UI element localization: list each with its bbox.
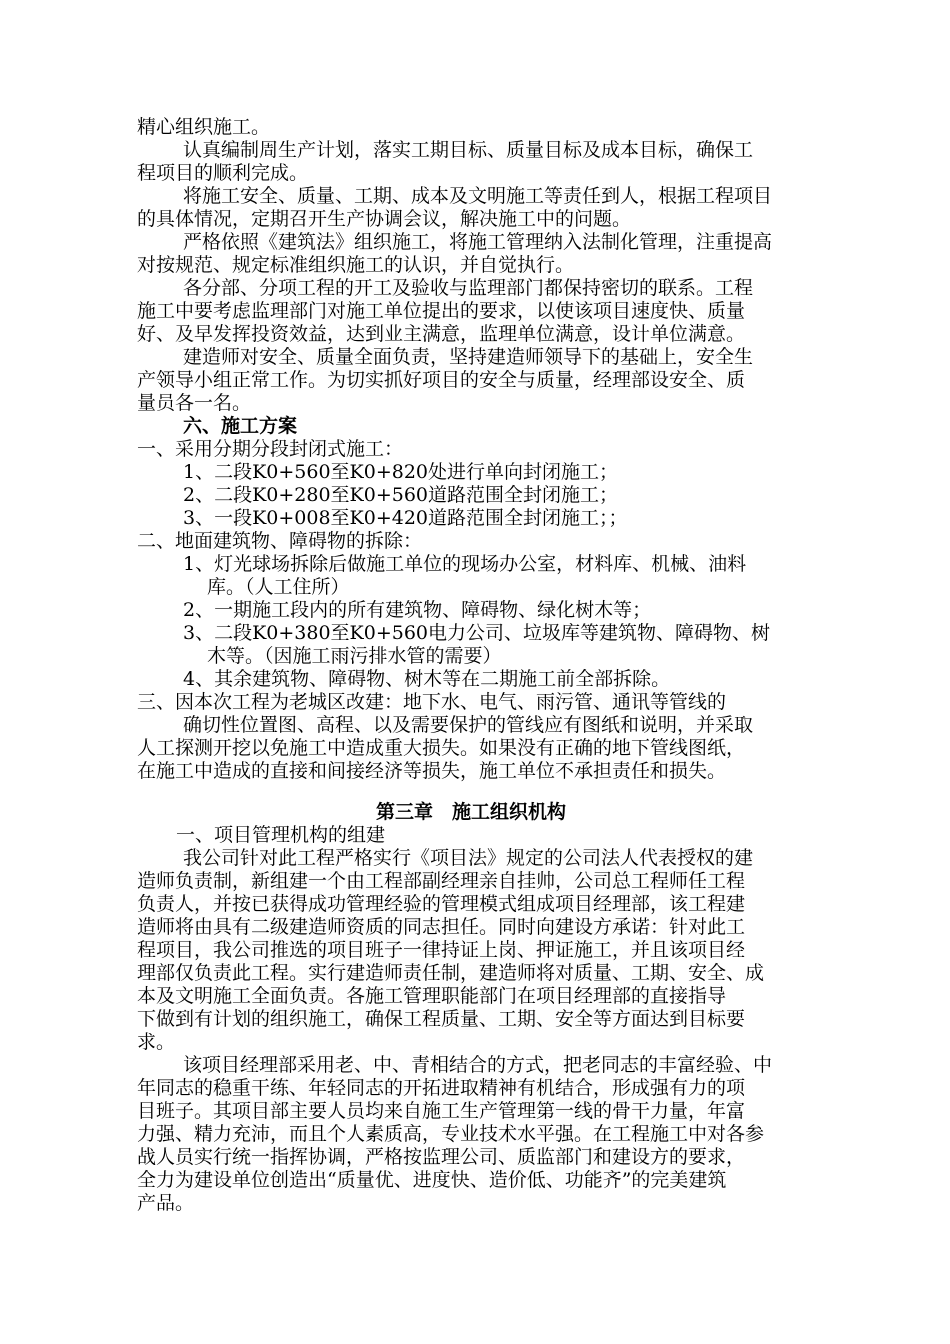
text-line: 负责人，并按已获得成功管理经验的管理模式组成项目经理部，该工程建 [137, 893, 746, 915]
text-line: 全力为建设单位创造出“质量优、进度快、造价低、功能齐”的完美建筑 [137, 1169, 727, 1191]
text-line: 产品。 [137, 1192, 195, 1214]
text-line: 建造师对安全、质量全面负责，坚持建造师领导下的基础上，安全生 [183, 346, 754, 368]
text-line: 4、其余建筑物、障碍物、树木等在二期施工前全部拆除。 [183, 668, 671, 690]
section-heading: 六、施工方案 [183, 415, 298, 437]
text-line: 严格依照《建筑法》组织施工，将施工管理纳入法制化管理，注重提高 [183, 231, 773, 253]
text-line: 目班子。其项目部主要人员均来自施工生产管理第一线的骨干力量，年富 [137, 1100, 746, 1122]
text-line: 造师负责制，新组建一个由工程部副经理亲自挂帅，公司总工程师任工程 [137, 870, 746, 892]
chapter-title: 第三章 施工组织机构 [376, 801, 567, 823]
text-line: 二、地面建筑物、障碍物的拆除： [137, 530, 423, 552]
text-line: 1、二段K0+560至K0+820处进行单向封闭施工； [183, 461, 619, 483]
text-line: 对按规范、规定标准组织施工的认识，并自觉执行。 [137, 254, 575, 276]
text-line: 程项目的顺利完成。 [137, 162, 309, 184]
text-line: 产领导小组正常工作。为切实抓好项目的安全与质量，经理部设安全、质 [137, 369, 746, 391]
text-line: 3、二段K0+380至K0+560电力公司、垃圾库等建筑物、障碍物、树 [183, 622, 771, 644]
text-line: 好、及早发挥投资效益，达到业主满意，监理单位满意，设计单位满意。 [137, 323, 746, 345]
text-line: 求。 [137, 1031, 176, 1053]
text-line: 2、一期施工段内的所有建筑物、障碍物、绿化树木等； [183, 599, 652, 621]
text-line: 施工中要考虑监理部门对施工单位提出的要求，以使该项目速度快、质量 [137, 300, 746, 322]
text-line: 确切性位置图、高程、以及需要保护的管线应有图纸和说明，并采取 [183, 714, 754, 736]
text-line: 程项目，我公司推选的项目班子一律持证上岗、押证施工，并且该项目经 [137, 939, 746, 961]
text-line: 量员各一名。 [137, 392, 252, 414]
text-line: 该项目经理部采用老、中、青相结合的方式，把老同志的丰富经验、中 [183, 1054, 773, 1076]
text-line: 理部仅负责此工程。实行建造师责任制，建造师将对质量、工期、安全、成 [137, 962, 765, 984]
text-line: 一、采用分期分段封闭式施工： [137, 438, 404, 460]
text-line: 各分部、分项工程的开工及验收与监理部门都保持密切的联系。工程 [183, 277, 754, 299]
text-line: 2、二段K0+280至K0+560道路范围全封闭施工； [183, 484, 619, 506]
text-line: 我公司针对此工程严格实行《项目法》规定的公司法人代表授权的建 [183, 847, 754, 869]
text-line: 三、因本次工程为老城区改建：地下水、电气、雨污管、通讯等管线的 [137, 691, 727, 713]
text-line: 认真编制周生产计划，落实工期目标、质量目标及成本目标，确保工 [183, 139, 754, 161]
text-line: 木等。（因施工雨污排水管的需要） [207, 645, 502, 667]
text-line: 本及文明施工全面负责。各施工管理职能部门在项目经理部的直接指导 [137, 985, 727, 1007]
text-line: 将施工安全、质量、工期、成本及文明施工等责任到人，根据工程项目 [183, 185, 773, 207]
text-line: 库。（人工住所） [207, 576, 350, 598]
text-line: 造师将由具有二级建造师资质的同志担任。同时向建设方承诺：针对此工 [137, 916, 746, 938]
text-line: 在施工中造成的直接和间接经济等损失，施工单位不承担责任和损失。 [137, 760, 727, 782]
text-line: 的具体情况，定期召开生产协调会议，解决施工中的问题。 [137, 208, 632, 230]
text-line: 一、项目管理机构的组建 [176, 824, 386, 846]
text-line: 1、灯光球场拆除后做施工单位的现场办公室，材料库、机械、油料 [183, 553, 747, 575]
text-line: 3、一段K0+008至K0+420道路范围全封闭施工；； [183, 507, 628, 529]
text-line: 精心组织施工。 [137, 116, 271, 138]
text-line: 战人员实行统一指挥协调，严格按监理公司、质监部门和建设方的要求， [137, 1146, 746, 1168]
text-line: 力强、精力充沛，而且个人素质高，专业技术水平强。在工程施工中对各参 [137, 1123, 765, 1145]
text-line: 年同志的稳重干练、年轻同志的开拓进取精神有机结合，形成强有力的项 [137, 1077, 746, 1099]
text-line: 下做到有计划的组织施工，确保工程质量、工期、安全等方面达到目标要 [137, 1008, 746, 1030]
text-line: 人工探测开挖以免施工中造成重大损失。如果没有正确的地下管线图纸， [137, 737, 746, 759]
